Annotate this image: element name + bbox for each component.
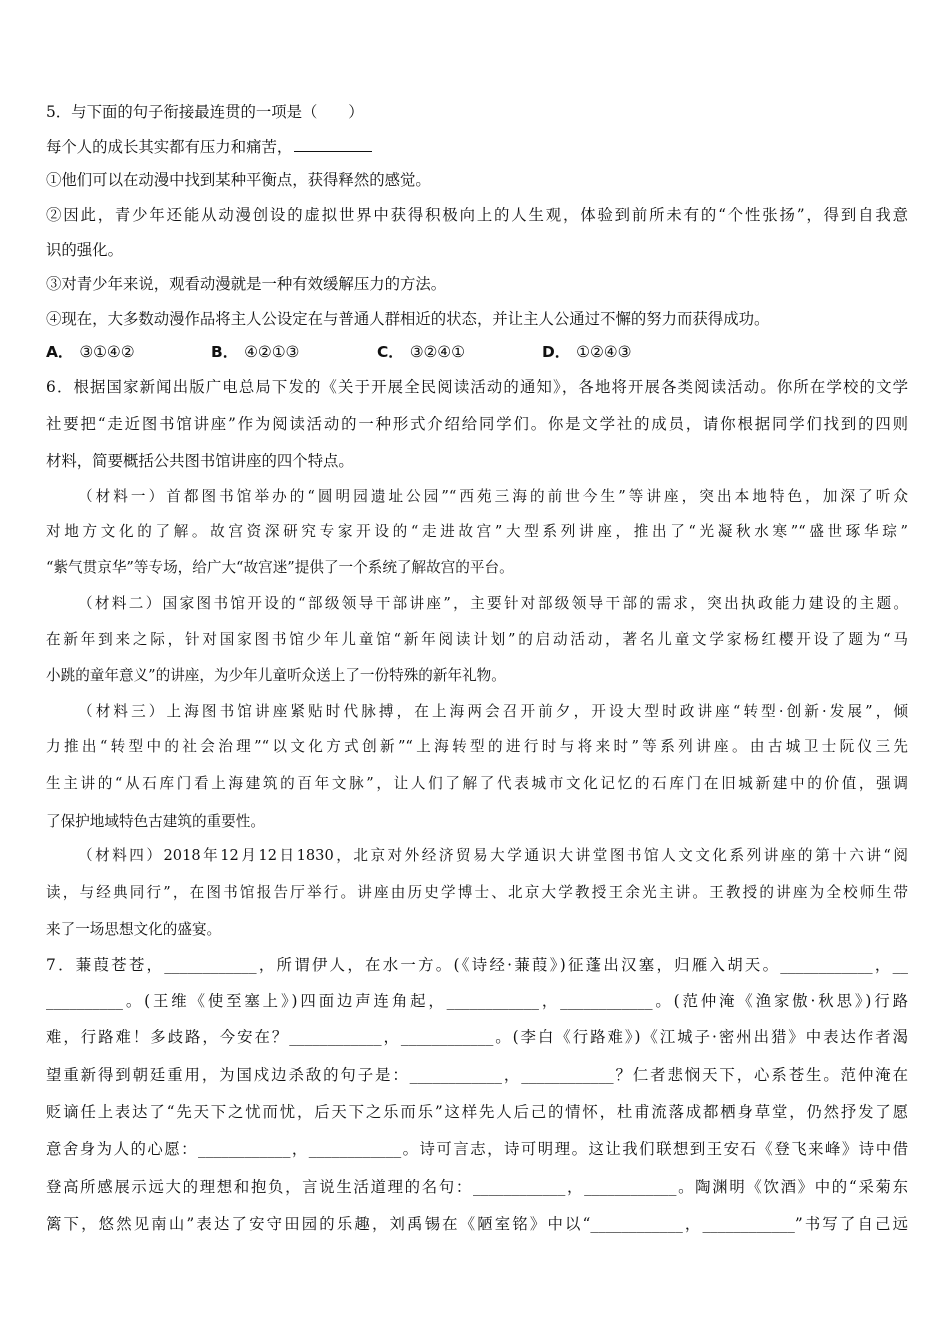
material-3-line-4: 了保护地域特色古建筑的重要性。 [46, 813, 265, 830]
material-3-line-2: 力推出“转型中的社会治理”“以文化方式创新”“上海转型的进行时与将来时”等系列讲座。由古城卫士阮仪三先 [46, 738, 908, 755]
q5-sentence-1: ①他们可以在动漫中找到某种平衡点，获得释然的感觉。 [46, 171, 431, 189]
option-c[interactable]: C． ③②④① [377, 343, 465, 361]
q7-line-4: 望重新得到朝廷重用，为国戍边杀敌的句子是：____________，____________？仁者悲悯天下，心系苍生。范仲淹在 [46, 1066, 908, 1084]
q6-stem-line-1: 6．根据国家新闻出版广电总局下发的《关于开展全民阅读活动的通知》，各地将开展各类阅读活动。你所在学校的文学 [46, 378, 908, 396]
q7-line-7: 登高所感展示远大的理想和抱负，言说生活道理的名句：____________，____________。陶渊明《饮酒》中的“采菊东 [46, 1178, 908, 1196]
q7-line-8: 篱下，悠然见南山”表达了安守田园的乐趣，刘禹锡在《陋室铭》中以“____________，____________”书写了自己远 [46, 1215, 908, 1233]
q5-blank [294, 136, 372, 152]
material-1-line-2: 对地方文化的了解。故宫资深研究专家开设的“走进故宫”大型系列讲座，推出了“光凝秋水寒”“盛世琢华琮” [46, 523, 908, 540]
q5-sentence-2a: ②因此，青少年还能从动漫创设的虚拟世界中获得积极向上的人生观，体验到前所未有的“个性张扬”，得到自我意 [46, 206, 908, 224]
q5-sentence-4: ④现在，大多数动漫作品将主人公设定在与普通人群相近的状态，并让主人公通过不懈的努力而获得成功。 [46, 310, 770, 328]
q5-lead-text: 每个人的成长其实都有压力和痛苦， [46, 138, 293, 156]
material-3-line-3: 生主讲的“从石库门看上海建筑的百年文脉”，让人们了解了代表城市文化记忆的石库门在旧城新建中的价值，强调 [46, 775, 908, 792]
material-1-line-3: “紫气贯京华”等专场，给广大“故宫迷”提供了一个系统了解故宫的平台。 [46, 559, 514, 576]
material-2-line-2: 在新年到来之际，针对国家图书馆少年儿童馆“新年阅读计划”的启动活动，著名儿童文学家杨红樱开设了题为“马 [46, 631, 908, 648]
q7-line-6: 意舍身为人的心愿：____________，____________。诗可言志，诗可明理。这让我们联想到王安石《登飞来峰》诗中借 [46, 1140, 908, 1158]
q5-stem: 5．与下面的句子衔接最连贯的一项是（ ） [46, 103, 364, 121]
option-b[interactable]: B． ④②①③ [211, 343, 300, 361]
q6-stem-line-3: 材料，简要概括公共图书馆讲座的四个特点。 [46, 452, 354, 470]
q7-line-5: 贬谪任上表达了“先天下之忧而忧，后天下之乐而乐”这样先人后己的情怀，杜甫流落成都栖身草堂，仍然抒发了愿 [46, 1103, 908, 1121]
material-2-line-3: 小跳的童年意义”的讲座，为少年儿童听众送上了一份特殊的新年礼物。 [46, 667, 506, 684]
option-d[interactable]: D． ①②④③ [542, 343, 632, 361]
material-4-line-2: 读，与经典同行”，在图书馆报告厅举行。讲座由历史学博士、北京大学教授王余光主讲。王教授的讲座为全校师生带 [46, 884, 908, 901]
material-4-line-1: （材料四）2018年12月12日1830，北京对外经济贸易大学通识大讲堂图书馆人文文化系列讲座的第十六讲“阅 [78, 847, 908, 864]
q5-sentence-2b: 识的强化。 [46, 241, 123, 259]
q6-stem-line-2: 社要把“走近图书馆讲座”作为阅读活动的一种形式介绍给同学们。你是文学社的成员，请你根据同学们找到的四则 [46, 415, 908, 433]
material-2-line-1: （材料二）国家图书馆开设的“部级领导干部讲座”，主要针对部级领导干部的需求，突出执政能力建设的主题。 [78, 595, 908, 612]
material-1-line-1: （材料一）首都图书馆举办的“圆明园遗址公园”“西苑三海的前世今生”等讲座，突出本地特色，加深了听众 [78, 488, 908, 505]
material-4-line-3: 来了一场思想文化的盛宴。 [46, 921, 222, 938]
q7-line-3: 难，行路难！多歧路，今安在？____________，____________。(李白《行路难》)《江城子·密州出猎》中表达作者渴 [46, 1028, 908, 1046]
material-3-line-1: （材料三）上海图书馆讲座紧贴时代脉搏，在上海两会召开前夕，开设大型时政讲座“转型·创新·发展”，倾 [78, 703, 908, 720]
q7-line-1: 7．蒹葭苍苍，____________，所谓伊人，在水一方。(《诗经·蒹葭》)征蓬出汉塞，归雁入胡天。____________，__ [46, 956, 908, 974]
q5-sentence-3: ③对青少年来说，观看动漫就是一种有效缓解压力的方法。 [46, 275, 447, 293]
q7-line-2: __________。(王维《使至塞上》)四面边声连角起，____________，____________。(范仲淹《渔家傲·秋思》)行路 [46, 992, 908, 1010]
q5-lead [46, 136, 908, 157]
option-a[interactable]: A． ③①④② [46, 343, 135, 361]
